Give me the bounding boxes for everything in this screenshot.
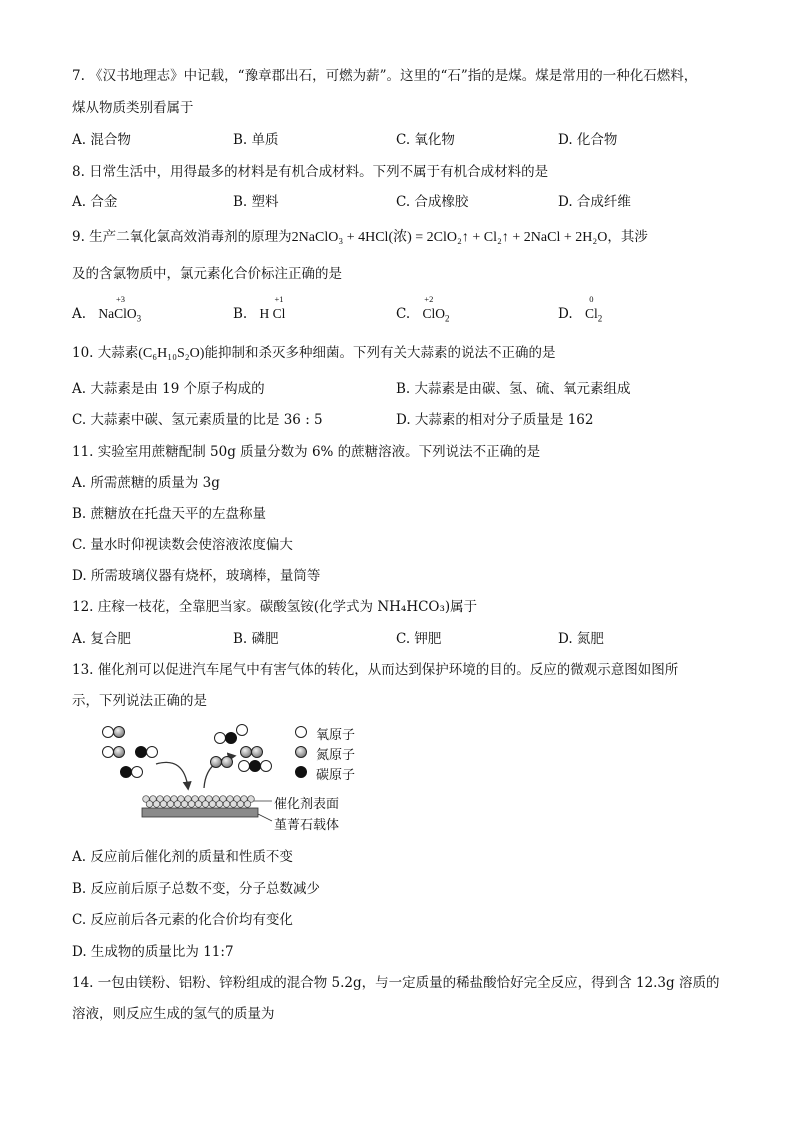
q8-option-b: B. 塑料 (233, 194, 279, 210)
co-molecule (121, 767, 143, 778)
q13-option-d: D. 生成物的质量比为 11:7 (72, 944, 234, 960)
q8-stem: 8. 日常生活中，用得最多的材料是有机合成材料。下列不属于有机合成材料的是 (72, 164, 549, 180)
reactant-molecules (103, 727, 158, 778)
valence-mark: +1 (274, 294, 284, 304)
q12-option-a: A. 复合肥 (72, 631, 131, 647)
q9-stem-suffix: ，其涉 (607, 229, 648, 245)
q9-equation: 2NaClO₃ + 4HCl(浓) = 2ClO₂↑ + Cl₂↑ + 2NaCl + 2H₂O (291, 230, 608, 245)
q13-stem-line2: 示，下列说法正确的是 (72, 693, 207, 709)
support-leader-line (258, 814, 272, 821)
legend-nitrogen-label: 氮原子 (316, 748, 356, 763)
co2-molecule (215, 725, 248, 744)
q10-option-b: B. 大蒜素是由碳、氢、硫、氧元素组成 (396, 381, 631, 397)
q13-option-c: C. 反应前后各元素的化合价均有变化 (72, 912, 293, 928)
legend-carbon-label: 碳原子 (316, 768, 356, 783)
catalyst-support-label: 堇菁石载体 (274, 818, 340, 833)
adsorb-arrow (156, 762, 188, 788)
q8-option-c: C. 合成橡胶 (396, 194, 469, 210)
q11-option-b: B. 蔗糖放在托盘天平的左盘称量 (72, 506, 267, 522)
q13-option-a: A. 反应前后催化剂的质量和性质不变 (72, 849, 293, 865)
no-molecule (103, 747, 125, 758)
product-molecules (211, 725, 272, 772)
q9-option-c-formula: +2 ClO$_2$ (422, 294, 450, 324)
q9-stem-prefix: 9. 生产二氧化氯高效消毒剂的原理为 (72, 229, 292, 245)
q11-option-a: A. 所需蔗糖的质量为 3g (72, 475, 220, 491)
no-molecule (103, 727, 125, 738)
q7-option-a: A. 混合物 (72, 132, 131, 148)
q13-option-b: B. 反应前后原子总数不变，分子总数减少 (72, 881, 321, 897)
q10-option-c: C. 大蒜素中碳、氢元素质量的比是 36 : 5 (72, 412, 323, 428)
q12-stem: 12. 庄稼一枝花，全靠肥当家。碳酸氢铵(化学式为 NH₄HCO₃)属于 (72, 599, 478, 615)
catalyst-surface-beads (143, 796, 255, 808)
q9-option-a (72, 294, 142, 328)
legend-oxygen-icon (296, 727, 307, 738)
catalyst-surface-label: 催化剂表面 (274, 797, 340, 812)
q9-option-b-letter: B. (233, 306, 248, 322)
q11-option-d: D. 所需玻璃仪器有烧杯，玻璃棒，量筒等 (72, 568, 321, 584)
q11-stem: 11. 实验室用蔗糖配制 50g 质量分数为 6% 的蔗糖溶液。下列说法不正确的是 (72, 444, 541, 460)
co-molecule (136, 747, 158, 758)
legend-carbon-icon (296, 767, 307, 778)
q7-option-b: B. 单质 (233, 132, 279, 148)
q13-stem-line1: 13. 催化剂可以促进汽车尾气中有害气体的转化，从而达到保护环境的目的。反应的微观示意图如图所 (72, 662, 679, 678)
valence-mark: +2 (424, 294, 434, 304)
q8-option-a: A. 合金 (72, 194, 118, 210)
q11-option-c: C. 量水时仰视读数会使溶液浓度偏大 (72, 537, 293, 553)
q9-option-c-letter: C. (396, 306, 411, 322)
q9-stem-line1 (72, 228, 648, 247)
q10-formula: (C₆H₁₀S₂O) (138, 346, 205, 361)
q12-option-d: D. 氮肥 (558, 631, 604, 647)
q14-stem-line2: 溶液，则反应生成的氢气的质量为 (72, 1006, 275, 1022)
q9-option-a-letter: A. (72, 306, 87, 322)
q7-stem-line2: 煤从物质类别看属于 (72, 100, 194, 116)
q9-option-b (233, 294, 286, 323)
q10-stem: 10. 大蒜素(C₆H₁₀S₂O)能抑制和杀灭多种细菌。下列有关大蒜素的说法不正确的是 (72, 345, 556, 361)
q7-option-d: D. 化合物 (558, 132, 618, 148)
co2-molecule (239, 761, 272, 772)
q9-stem-line2: 及的含氯物质中，氯元素化合价标注正确的是 (72, 266, 342, 282)
legend-oxygen-label: 氧原子 (316, 728, 356, 743)
q9-option-a-formula: Na +3 ClO$_3$ (98, 294, 142, 324)
n2-molecule (241, 747, 263, 758)
q10-option-d: D. 大蒜素的相对分子质量是 162 (396, 412, 594, 428)
q9-option-c (396, 294, 450, 328)
q9-option-b-formula: H +1 Cl (259, 294, 286, 321)
q9-option-d (558, 294, 603, 328)
valence-mark: +3 (115, 294, 125, 304)
q12-option-b: B. 磷肥 (233, 631, 279, 647)
catalyst-support-slab (142, 808, 258, 817)
n2-molecule (211, 757, 233, 768)
q7-stem-line1: 7. 《汉书地理志》中记载，“豫章郡出石，可燃为薪”。这里的“石”指的是煤。煤是常用的一种化石燃料， (72, 68, 698, 84)
q7-option-c: C. 氧化物 (396, 132, 455, 148)
valence-mark: 0 (589, 294, 594, 304)
q12-option-c: C. 钾肥 (396, 631, 442, 647)
q10-option-a: A. 大蒜素是由 19 个原子构成的 (72, 381, 265, 397)
reaction-diagram (96, 722, 396, 832)
q8-option-d: D. 合成纤维 (558, 194, 631, 210)
legend-nitrogen-icon (296, 747, 307, 758)
q14-stem-line1: 14. 一包由镁粉、铝粉、锌粉组成的混合物 5.2g，与一定质量的稀盐酸恰好完全反应，得到含 12.3g 溶质的 (72, 975, 720, 991)
q9-option-d-letter: D. (558, 306, 573, 322)
q9-option-d-formula: 0 $Cl_2$ (584, 294, 603, 324)
